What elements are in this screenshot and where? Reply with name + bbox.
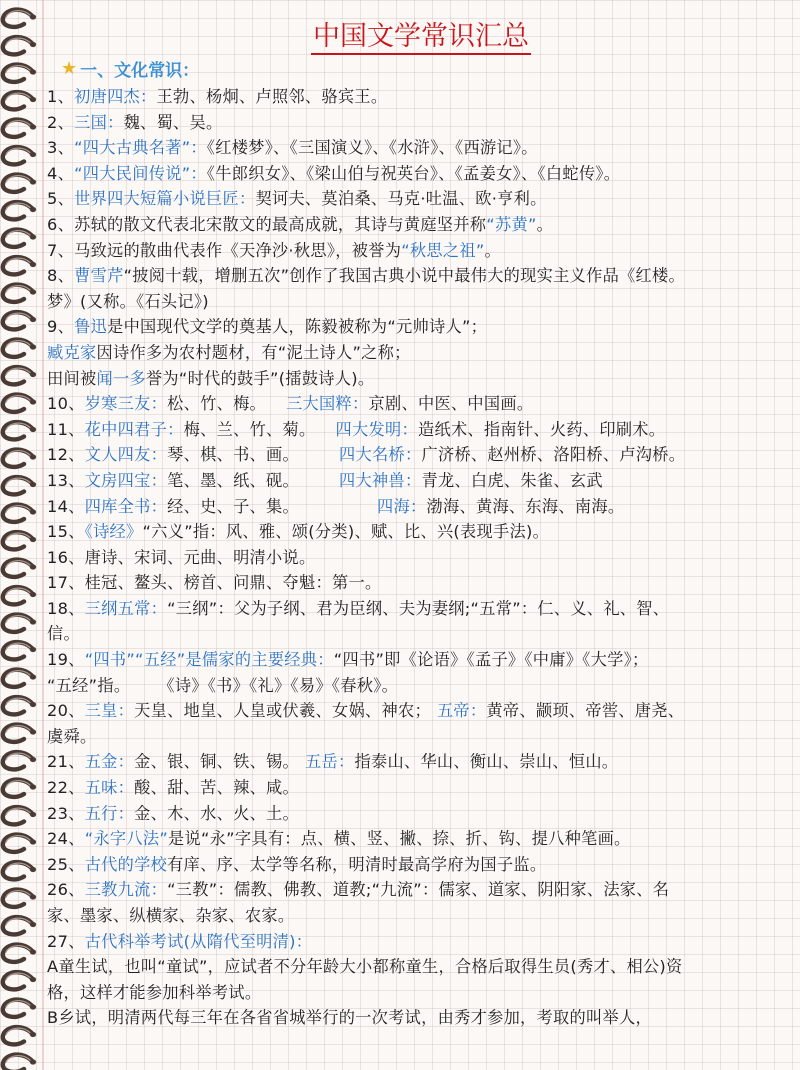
highlighted-term: 古代科举考试(从隋代至明清)： xyxy=(84,931,313,951)
text-line xyxy=(47,749,795,775)
text-line xyxy=(47,494,795,520)
text-line xyxy=(47,545,795,571)
text-line xyxy=(47,852,795,878)
text-line xyxy=(47,110,795,136)
text-line xyxy=(47,570,795,596)
text-segment: 魏、蜀、吴。 xyxy=(123,112,223,132)
text-segment: 20、 xyxy=(47,701,85,721)
text-segment: 格，这样才能参加科举考试。 xyxy=(47,982,262,1002)
highlighted-term: 曹雪芹 xyxy=(74,266,124,286)
text-line xyxy=(47,826,795,852)
text-line xyxy=(47,442,795,468)
text-segment: 7、马致远的散曲代表作《天净沙·秋思》，被誉为 xyxy=(47,240,402,260)
text-segment: 酸、甜、苦、辣、咸。 xyxy=(134,778,300,798)
text-line xyxy=(47,954,795,980)
text-line xyxy=(47,468,795,494)
highlighted-term: 闻一多 xyxy=(96,368,146,388)
text-segment: 《红楼梦》、《三国演义》、《水浒》、《西游记》。 xyxy=(206,138,538,158)
text-segment: 12、 xyxy=(47,445,85,465)
text-segment: 2、 xyxy=(47,112,75,132)
text-line xyxy=(47,903,795,929)
highlighted-term: 五行： xyxy=(84,803,135,823)
highlighted-term: “四大古典名著”： xyxy=(74,138,207,158)
highlighted-term: 四库全书： xyxy=(84,496,168,516)
page-title-text: 中国文学常识汇总 xyxy=(311,21,531,55)
spiral-binding-icon xyxy=(0,0,44,1070)
text-line xyxy=(47,314,795,340)
highlighted-term: 四大名桥： xyxy=(339,445,422,465)
text-segment: 虞舜。 xyxy=(47,726,97,746)
text-line xyxy=(47,698,795,724)
highlighted-term: 三纲五常： xyxy=(84,598,168,618)
text-line xyxy=(47,647,795,673)
text-segment: 9、 xyxy=(47,317,75,337)
text-line xyxy=(47,238,795,264)
text-line xyxy=(47,929,795,955)
highlighted-term: 文房四宝： xyxy=(84,470,168,490)
highlighted-term: 四海： xyxy=(377,496,427,516)
text-line xyxy=(47,161,795,187)
highlighted-term: 三皇： xyxy=(84,701,135,721)
text-segment: 23、 xyxy=(47,803,85,823)
section-heading-text: 一、文化常识： xyxy=(80,61,200,81)
text-segment: 26、 xyxy=(47,880,85,900)
text-segment: 笔、墨、纸、砚。 xyxy=(167,470,300,490)
text-line xyxy=(47,877,795,903)
highlighted-term: “秋思之祖” xyxy=(401,240,485,260)
highlighted-term: 五帝： xyxy=(436,701,487,721)
text-line xyxy=(47,212,795,238)
text-segment: 14、 xyxy=(47,496,85,516)
text-segment: 琴、棋、书、画。 xyxy=(167,445,300,465)
text-segment: 8、 xyxy=(47,266,75,286)
text-line xyxy=(47,621,795,647)
text-line xyxy=(47,263,795,289)
highlighted-term: “永字八法” xyxy=(84,829,169,849)
text-line xyxy=(47,366,795,392)
text-line xyxy=(47,340,795,366)
highlighted-term: 初唐四杰： xyxy=(74,87,157,106)
highlighted-term: 五岳： xyxy=(305,752,355,772)
text-segment: 《诗》《书》《礼》《易》《春秋》。 xyxy=(158,675,399,695)
text-line xyxy=(47,596,795,622)
text-segment: 广济桥、赵州桥、洛阳桥、卢沟桥。 xyxy=(421,445,686,465)
highlighted-term: 三大国粹： xyxy=(286,394,369,414)
text-line xyxy=(47,135,795,161)
text-segment: 25、 xyxy=(47,854,85,874)
text-segment: 18、 xyxy=(47,598,85,618)
highlighted-term: 文人四友： xyxy=(84,445,168,465)
text-segment: 因诗作多为农村题材，有“泥土诗人”之称； xyxy=(96,342,411,362)
text-segment: 15、 xyxy=(47,522,85,542)
text-segment: 梅、兰、竹、菊。 xyxy=(183,419,316,439)
highlighted-term: “苏黄” xyxy=(486,214,537,234)
text-segment: 金、银、铜、铁、锡。 xyxy=(134,752,300,772)
text-segment: 经、史、子、集。 xyxy=(167,496,300,516)
text-segment: 。 xyxy=(484,240,502,260)
text-line xyxy=(47,980,795,1006)
text-segment: 24、 xyxy=(47,829,85,849)
highlighted-term: 古代的学校 xyxy=(84,854,168,874)
text-segment: 指泰山、华山、衡山、崇山、恒山。 xyxy=(354,752,619,772)
star-icon: ★ xyxy=(61,58,78,79)
highlighted-term: 五味： xyxy=(84,778,135,798)
text-segment: 17、桂冠、鳌头、榜首、问鼎、夺魁：第一。 xyxy=(47,573,382,593)
margin-line xyxy=(42,0,44,1070)
text-segment: 京剧、中医、中国画。 xyxy=(368,394,534,414)
text-segment: 是说“永”字具有：点、横、竖、撇、捺、折、钩、提八种笔画。 xyxy=(168,829,631,849)
text-line xyxy=(47,673,795,699)
highlighted-term: 四大发明： xyxy=(335,419,418,439)
highlighted-term: 四大神兽： xyxy=(339,470,422,490)
text-segment: “披阅十载，增删五次”创作了我国古典小说中最伟大的现实主义作品《红楼。 xyxy=(123,266,686,286)
text-line xyxy=(47,84,795,110)
highlighted-term: 五金： xyxy=(84,752,135,772)
text-segment: 家、墨家、纵横家、杂家、农家。 xyxy=(47,906,295,925)
highlighted-term: 花中四君子： xyxy=(84,419,184,439)
text-line xyxy=(47,1005,795,1031)
text-segment: 3、 xyxy=(47,138,75,158)
text-segment: 21、 xyxy=(47,752,85,772)
text-segment: 王勃、杨炯、卢照邻、骆宾王。 xyxy=(156,87,388,106)
text-line xyxy=(47,775,795,801)
text-segment: 松、竹、梅。 xyxy=(167,394,267,414)
text-segment: 22、 xyxy=(47,778,85,798)
text-segment: 契诃夫、莫泊桑、马克·吐温、欧·亨利。 xyxy=(255,189,547,209)
text-segment: 有庠、序、太学等名称，明清时最高学府为国子监。 xyxy=(167,854,547,874)
text-segment: 11、 xyxy=(47,419,85,439)
text-segment: 4、 xyxy=(47,163,75,183)
text-segment: 青龙、白虎、朱雀、玄武 xyxy=(421,470,603,490)
text-segment: 誉为“时代的鼓手”(擂鼓诗人)。 xyxy=(145,368,375,388)
text-line xyxy=(47,289,795,315)
text-segment: 田间被 xyxy=(47,368,97,388)
text-segment: “四书”即《论语》《孟子》《中庸》《大学》； xyxy=(333,650,649,670)
text-segment: “三教”：儒教、佛教、道教;“九流”：儒家、道家、阴阳家、法家、名 xyxy=(167,880,670,900)
text-line xyxy=(47,519,795,545)
page-title xyxy=(47,14,795,53)
text-segment: 天皇、地皇、人皇或伏羲、女娲、神农； xyxy=(134,701,431,721)
highlighted-term: 《诗经》 xyxy=(84,522,143,542)
text-segment: 10、 xyxy=(47,394,85,414)
text-segment: 黄帝、颛顼、帝喾、唐尧、 xyxy=(486,701,685,721)
highlighted-term: 岁寒三友： xyxy=(84,394,168,414)
text-segment: 是中国现代文学的奠基人，陈毅被称为“元帅诗人”； xyxy=(107,317,488,337)
text-line xyxy=(47,186,795,212)
text-segment: 金、木、水、火、土。 xyxy=(134,803,300,823)
highlighted-term: “四书”“五经”是儒家的主要经典： xyxy=(84,650,334,670)
text-segment: “三纲”：父为子纲、君为臣纲、夫为妻纲;“五常”：仁、义、礼、智、 xyxy=(167,598,670,618)
text-segment: A童生试，也叫“童试”，应试者不分年龄大小都称童生，合格后取得生员(秀才、相公)资 xyxy=(47,957,683,977)
highlighted-term: 三国： xyxy=(74,112,124,132)
text-segment: 5、 xyxy=(47,189,75,209)
text-segment: 造纸术、指南针、火药、印刷术。 xyxy=(417,419,666,439)
text-segment: 《牛郎织女》、《梁山伯与祝英台》、《孟姜女》、《白蛇传》。 xyxy=(206,163,621,183)
text-segment: B乡试，明清两代每三年在各省省城举行的一次考试，由秀才参加，考取的叫举人， xyxy=(47,1008,652,1028)
text-line xyxy=(47,391,795,417)
text-segment: 27、 xyxy=(47,931,85,951)
highlighted-term: 世界四大短篇小说巨匠： xyxy=(74,189,256,209)
text-segment: “六义”指：风、雅、颂(分类)、赋、比、兴(表现手法)。 xyxy=(142,522,550,542)
text-segment: 6、苏轼的散文代表北宋散文的最高成就，其诗与黄庭坚并称 xyxy=(47,214,487,234)
text-segment: 渤海、黄海、东海、南海。 xyxy=(426,496,625,516)
highlighted-term: 三教九流： xyxy=(84,880,168,900)
content-lines xyxy=(47,84,795,1031)
section-heading xyxy=(61,56,199,81)
text-line xyxy=(47,801,795,827)
text-segment: 信。 xyxy=(47,624,80,644)
text-segment: 13、 xyxy=(47,470,85,490)
text-segment: 19、 xyxy=(47,650,85,670)
text-segment: 16、唐诗、宋词、元曲、明清小说。 xyxy=(47,547,316,567)
text-segment: 。 xyxy=(536,214,554,234)
text-segment: “五经”指。 xyxy=(47,675,131,695)
text-segment: 1、 xyxy=(47,87,75,106)
highlighted-term: 臧克家 xyxy=(47,342,97,362)
text-line xyxy=(47,724,795,750)
highlighted-term: 鲁迅 xyxy=(74,317,108,337)
highlighted-term: “四大民间传说”： xyxy=(74,163,207,183)
text-line xyxy=(47,417,795,443)
text-segment: 梦》(又称。《石头记》) xyxy=(47,291,209,311)
